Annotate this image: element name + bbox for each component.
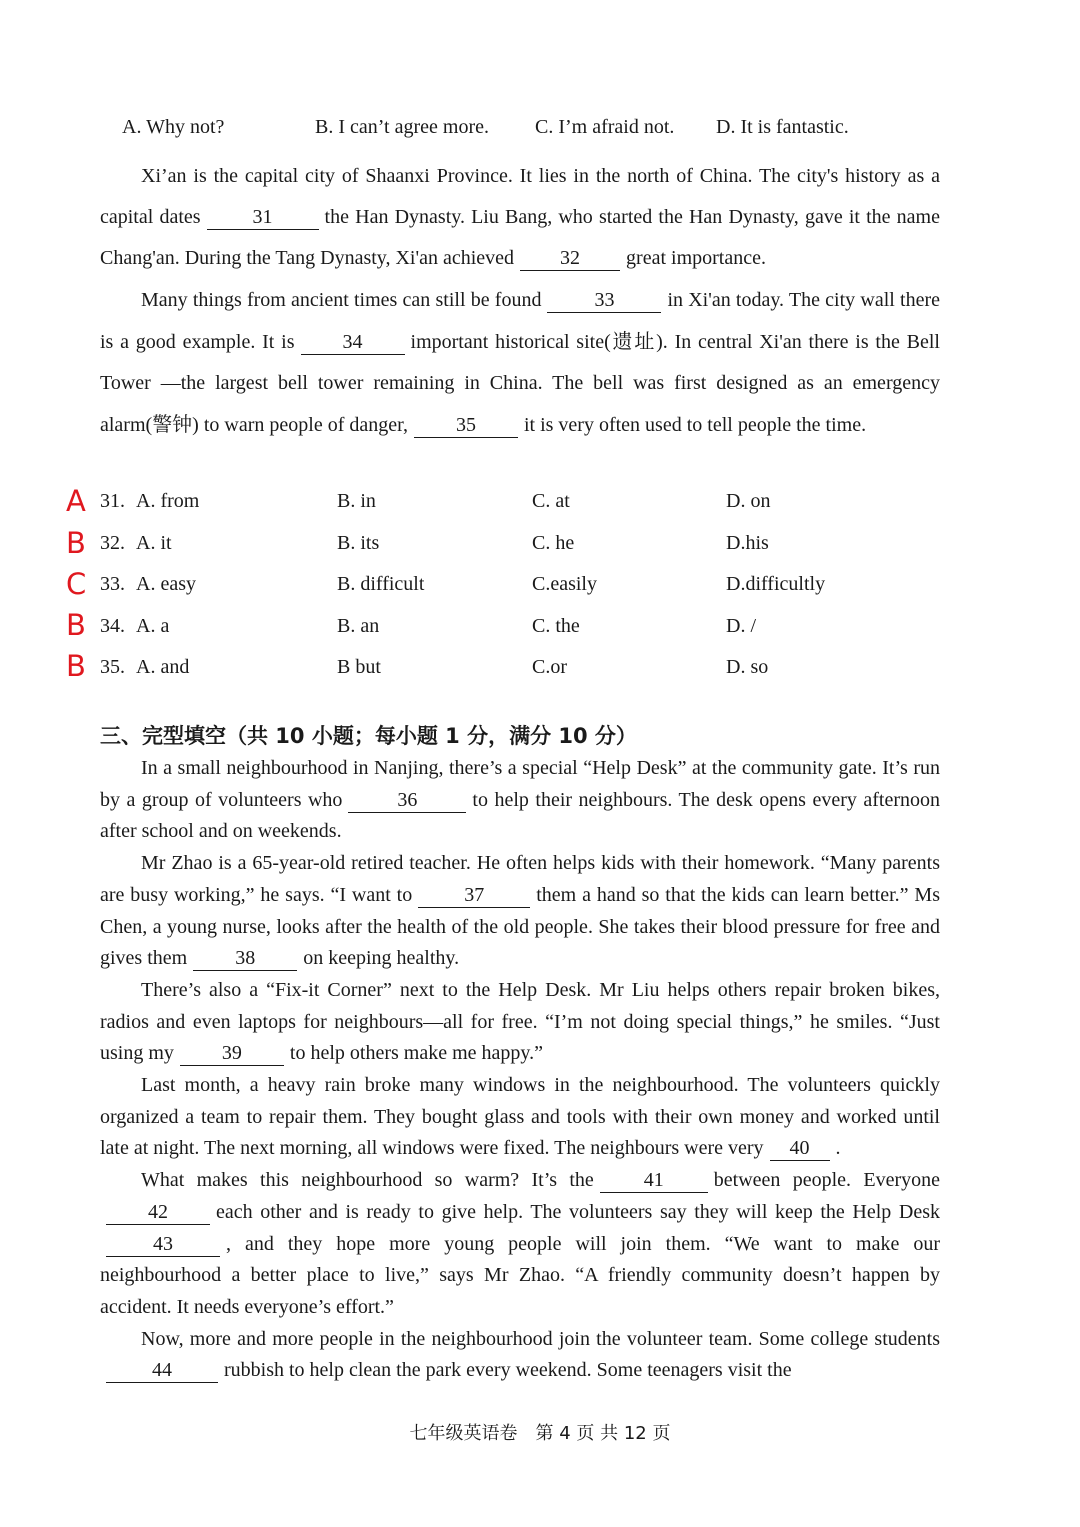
option-b: B. an xyxy=(337,615,380,637)
text: the Han Dynasty. Liu Bang, who started the Han Dynasty, gave it the name Chang'an. During the Tang Dynasty, Xi'an achieved xyxy=(100,206,940,270)
option-b: B. difficult xyxy=(337,573,425,595)
text: each other and is ready to give help. The volunteers say they will keep the Help Desk xyxy=(216,1200,940,1223)
blank-32: 32 xyxy=(520,247,620,271)
option-d: D. so xyxy=(726,656,769,678)
page-footer: 七年级英语卷 第 4 页 共 12 页 xyxy=(409,1423,671,1444)
option-c: C.or xyxy=(532,656,567,678)
passage-xian-1 xyxy=(100,156,940,280)
blank-38: 38 xyxy=(193,947,297,971)
text: There’s also a “Fix-it Corner” next to the Help Desk. Mr Liu helps others repair broken bikes, radios and even laptops for neighbours—all for free. “I’m not doing special things,” he smiles. “Just using my xyxy=(100,978,940,1065)
option-b: B. I can’t agree more. xyxy=(315,116,489,138)
text: it is very often used to tell people the time. xyxy=(523,413,867,436)
blank-40: 40 xyxy=(770,1137,830,1161)
text: important historical site(遗址). In central Xi'an there is the Bell Tower —the largest bell tower remaining in China. The bell was first designed as an emergency alarm(警钟) to warn people of danger, xyxy=(100,330,940,436)
option-a: A. a xyxy=(136,615,170,637)
option-c: C. at xyxy=(532,490,570,512)
text: What makes this neighbourhood so warm? It’s the xyxy=(141,1169,594,1192)
text: Mr Zhao is a 65-year-old retired teacher. He often helps kids with their homework. “Many parents are busy working,” he says. “I want to xyxy=(100,852,940,906)
blank-31: 31 xyxy=(207,206,319,230)
blank-42: 42 xyxy=(106,1201,210,1225)
question-number: 35. xyxy=(100,656,125,678)
option-b: B. its xyxy=(337,532,380,554)
cloze-passage xyxy=(100,753,940,1387)
text: to help others make me happy.” xyxy=(289,1042,543,1065)
option-c: C. I’m afraid not. xyxy=(535,116,675,138)
passage-xian-2 xyxy=(100,280,940,446)
option-b: B. in xyxy=(337,490,376,512)
handwritten-answer-35: B xyxy=(66,649,86,683)
section-heading: 三、完型填空（共 10 小题；每小题 1 分，满分 10 分） xyxy=(100,724,637,748)
option-a: A. it xyxy=(136,532,172,554)
text: them a hand so that the kids can learn better.” Ms Chen, a young nurse, looks after the health of the old people. She takes their blood pressure for free and gives them xyxy=(100,883,940,970)
handwritten-answer-32: B xyxy=(66,526,86,560)
question-number: 33. xyxy=(100,573,125,595)
option-d: D.difficultly xyxy=(726,573,826,595)
option-c: C. he xyxy=(532,532,575,554)
text: . xyxy=(835,1137,841,1160)
blank-41: 41 xyxy=(600,1169,708,1193)
text: Many things from ancient times can still be found xyxy=(141,289,542,311)
text: Last month, a heavy rain broke many windows in the neighbourhood. The volunteers quickly organized a team to repair them. They bought glass and tools with their own money and worked until late at night. The next morning, all windows were fixed. The neighbours were very xyxy=(100,1074,940,1160)
handwritten-answer-33: C xyxy=(66,567,87,601)
text: in Xi'an today. The city wall there is a good example. It is xyxy=(100,289,940,353)
question-number: 32. xyxy=(100,532,125,554)
option-d: D. on xyxy=(726,490,771,512)
blank-36: 36 xyxy=(348,789,466,813)
option-d: D. It is fantastic. xyxy=(716,116,849,138)
text: In a small neighbourhood in Nanjing, there’s a special “Help Desk” at the community gate. It’s run by a group of volunteers who xyxy=(100,757,940,811)
option-a: A. and xyxy=(136,656,190,678)
text: , and they hope more young people will join them. “We want to make our neighbourhood a better place to live,” says Mr Zhao. “A friendly community doesn’t happen by accident. It needs everyone’s effort.” xyxy=(100,1232,940,1318)
text: Xi’an is the capital city of Shaanxi Province. It lies in the north of China. The city's history as a capital dates xyxy=(100,165,940,229)
text: rubbish to help clean the park every weekend. Some teenagers visit the xyxy=(224,1359,792,1382)
option-d: D.his xyxy=(726,532,769,554)
text: great importance. xyxy=(626,247,766,270)
option-b: B but xyxy=(337,656,381,678)
blank-44: 44 xyxy=(106,1359,218,1383)
text: on keeping healthy. xyxy=(303,947,460,970)
blank-33: 33 xyxy=(547,289,661,313)
handwritten-answer-31: A xyxy=(66,484,86,518)
blank-43: 43 xyxy=(106,1233,220,1257)
question-number: 31. xyxy=(100,490,125,512)
handwritten-answer-34: B xyxy=(66,608,86,642)
option-c: C. the xyxy=(532,615,580,637)
text: to help their neighbours. The desk opens every afternoon after school and on weekends. xyxy=(100,788,940,843)
option-a: A. Why not? xyxy=(122,116,225,138)
text: between people. Everyone xyxy=(713,1169,940,1192)
blank-35: 35 xyxy=(414,414,518,438)
blank-37: 37 xyxy=(418,884,530,908)
question-number: 34. xyxy=(100,615,125,637)
option-a: A. from xyxy=(136,490,200,512)
option-a: A. easy xyxy=(136,573,196,595)
blank-34: 34 xyxy=(301,331,405,355)
blank-39: 39 xyxy=(180,1042,284,1066)
option-c: C.easily xyxy=(532,573,597,595)
option-d: D. / xyxy=(726,615,756,637)
text: Now, more and more people in the neighbourhood join the volunteer team. Some college students xyxy=(141,1327,940,1350)
